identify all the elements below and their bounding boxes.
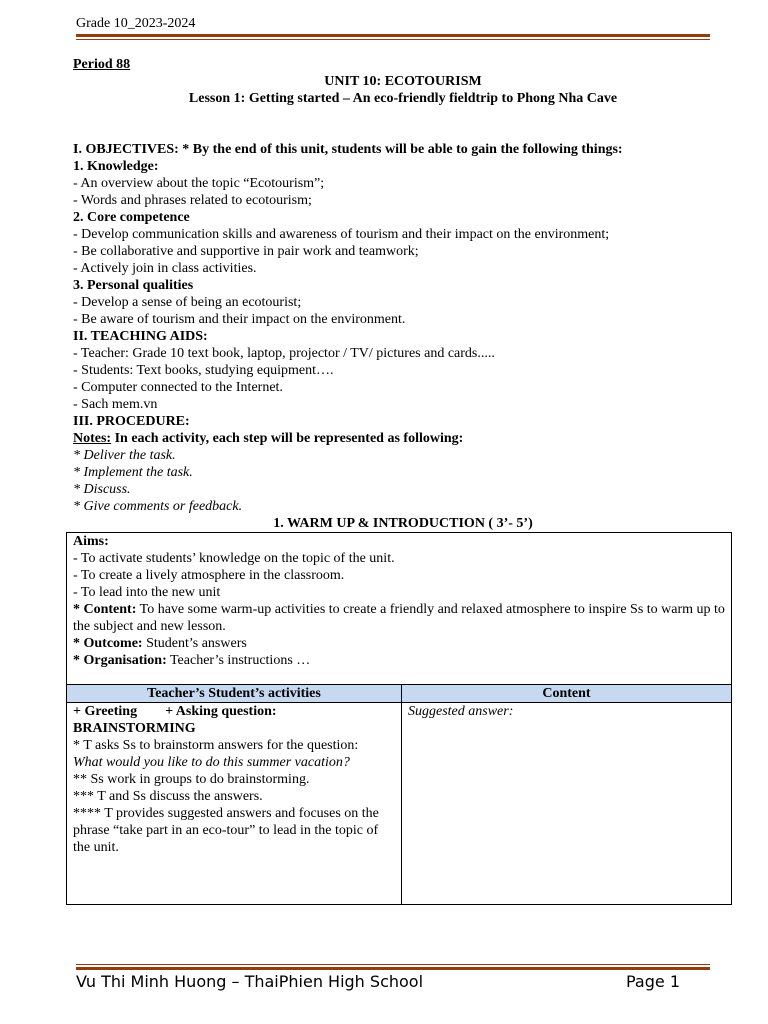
aids-item: - Teacher: Grade 10 text book, laptop, projector / TV/ pictures and cards..... <box>73 346 495 361</box>
page-header-text: Grade 10_2023-2024 <box>76 16 196 31</box>
organisation-line <box>73 652 725 669</box>
personal-item: - Be aware of tourism and their impact on the environment. <box>73 312 406 327</box>
activity-step: **** T provides suggested answers and focuses on the phrase “take part in an eco-tour” to lead in the topic of the unit. <box>73 806 379 855</box>
organisation-label: * Organisation: <box>73 653 167 668</box>
knowledge-item: - An overview about the topic “Ecotourism”; <box>73 176 325 191</box>
aims-item: - To lead into the new unit <box>73 585 221 600</box>
suggested-answer-label: Suggested answer: <box>408 704 514 719</box>
content-line <box>73 601 725 635</box>
header-rule-thin <box>76 39 710 40</box>
outcome-line <box>73 635 725 652</box>
activity-step: *** T and Ss discuss the answers. <box>73 789 263 804</box>
aims-item: - To activate students’ knowledge on the topic of the unit. <box>73 551 395 566</box>
greeting-line: + Greeting + Asking question: <box>73 704 277 719</box>
objectives-heading: I. OBJECTIVES: * By the end of this unit, students will be able to gain the following things: <box>73 142 623 157</box>
activity-step: ** Ss work in groups to do brainstorming. <box>73 772 310 787</box>
knowledge-item: - Words and phrases related to ecotourism; <box>73 193 312 208</box>
period-label: Period 88 <box>73 57 131 72</box>
notes-label: Notes: <box>73 431 112 446</box>
procedure-step: * Give comments or feedback. <box>73 499 243 514</box>
unit-title: UNIT 10: ECOTOURISM <box>324 74 482 89</box>
personal-item: - Develop a sense of being an ecotourist; <box>73 295 302 310</box>
activity-step: * T asks Ss to brainstorm answers for the question: <box>73 738 359 753</box>
activity-table <box>66 532 732 905</box>
notes-text: In each activity, each step will be represented as following: <box>111 431 464 446</box>
activities-column-header: Teacher’s Student’s activities <box>67 685 402 703</box>
brainstorming-label: BRAINSTORMING <box>73 721 196 736</box>
aims-cell <box>67 533 732 685</box>
footer-rule-thin <box>76 964 710 965</box>
core-item: - Be collaborative and supportive in pair work and teamwork; <box>73 244 419 259</box>
content-column-header: Content <box>402 685 732 703</box>
content-label: * Content: <box>73 602 137 617</box>
procedure-step: * Discuss. <box>73 482 131 497</box>
outcome-text: Student’s answers <box>142 636 247 651</box>
knowledge-heading: 1. Knowledge: <box>73 159 159 174</box>
procedure-heading: III. PROCEDURE: <box>73 414 190 429</box>
footer-rule <box>76 967 710 970</box>
organisation-text: Teacher’s instructions … <box>166 653 311 668</box>
aids-heading: II. TEACHING AIDS: <box>73 329 208 344</box>
personal-heading: 3. Personal qualities <box>73 278 194 293</box>
footer-author: Vu Thi Minh Huong – ThaiPhien High School <box>76 972 424 991</box>
procedure-step: * Deliver the task. <box>73 448 176 463</box>
procedure-step: * Implement the task. <box>73 465 193 480</box>
footer-page-number: Page 1 <box>626 972 680 991</box>
notes-line <box>73 430 733 447</box>
header-rule <box>76 34 710 37</box>
core-item: - Actively join in class activities. <box>73 261 257 276</box>
content-text: To have some warm-up activities to create a friendly and relaxed atmosphere to inspire Ss to warm up to the subject and new lesson. <box>73 602 725 634</box>
core-item: - Develop communication skills and awareness of tourism and their impact on the environment; <box>73 227 610 242</box>
aids-item: - Sach mem.vn <box>73 397 158 412</box>
aids-item: - Computer connected to the Internet. <box>73 380 283 395</box>
activities-cell <box>67 703 402 905</box>
document-body <box>73 56 733 905</box>
section-title: 1. WARM UP & INTRODUCTION ( 3’- 5’) <box>273 516 533 531</box>
outcome-label: * Outcome: <box>73 636 143 651</box>
aims-label: Aims: <box>73 534 109 549</box>
aims-item: - To create a lively atmosphere in the classroom. <box>73 568 345 583</box>
core-heading: 2. Core competence <box>73 210 190 225</box>
aids-item: - Students: Text books, studying equipment…. <box>73 363 334 378</box>
activity-question: What would you like to do this summer vacation? <box>73 755 350 770</box>
lesson-title: Lesson 1: Getting started – An eco-friendly fieldtrip to Phong Nha Cave <box>188 91 618 106</box>
content-cell <box>402 703 732 905</box>
